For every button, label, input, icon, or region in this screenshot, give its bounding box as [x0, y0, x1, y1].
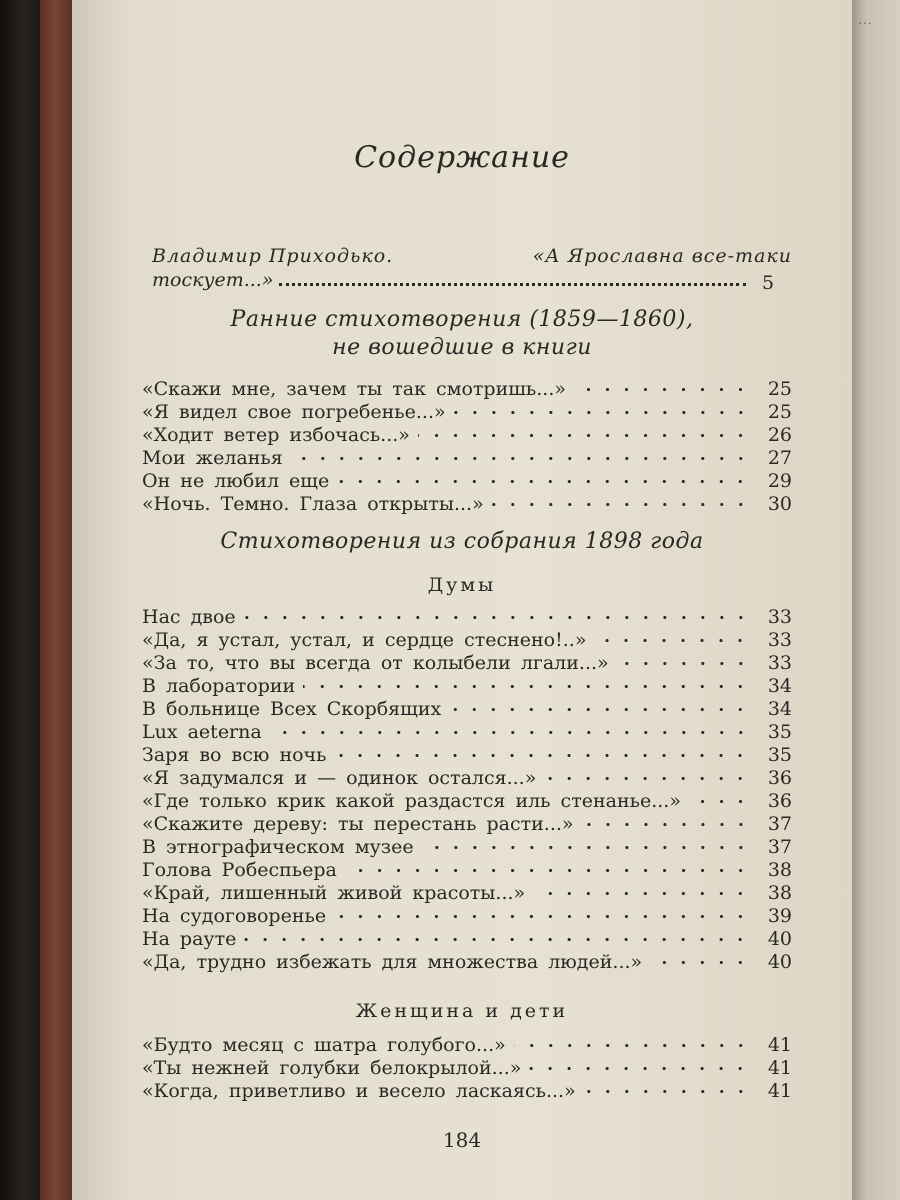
- entry-title: «Я видел свое погребенье...»: [142, 401, 446, 423]
- dot-leader: [514, 1043, 750, 1048]
- entry-page-number: 41: [767, 1034, 792, 1056]
- entry-title: Мои желанья: [142, 447, 283, 469]
- entry-page-number: 38: [767, 859, 792, 881]
- entry-page-number: 41: [767, 1057, 792, 1079]
- dot-leader: [270, 730, 750, 735]
- entry-page-number: 37: [767, 836, 792, 858]
- entry-page-number: 26: [767, 424, 792, 446]
- entry-page-number: 35: [767, 744, 792, 766]
- dot-leader: [454, 410, 750, 415]
- dot-leader: [533, 891, 750, 896]
- dot-leader: [418, 433, 750, 438]
- entry-title: «Будто месяц с шатра голубого...»: [142, 1034, 506, 1056]
- dot-leader: [291, 456, 750, 461]
- dot-leader: [584, 1089, 750, 1094]
- entry-title: На рауте: [142, 928, 237, 950]
- dot-leader: [449, 707, 750, 712]
- toc-intro-entry: [152, 244, 792, 292]
- entry-title: Нас двое: [142, 606, 236, 628]
- dot-leader: [244, 615, 750, 620]
- dot-leader: [244, 937, 750, 942]
- entry-page-number: 33: [767, 652, 792, 674]
- dot-leader: [574, 387, 750, 392]
- dot-leader: [334, 914, 750, 919]
- toc-entry: [142, 493, 792, 516]
- toc-entry: [142, 721, 792, 744]
- toc-entry: [142, 470, 792, 493]
- entry-page-number: 33: [767, 606, 792, 628]
- entry-title: Он не любил еще: [142, 470, 330, 492]
- entry-title: «Ночь. Темно. Глаза открыты...»: [142, 493, 484, 515]
- toc-entry: [142, 744, 792, 767]
- entry-page-number: 29: [767, 470, 792, 492]
- entry-title: «Край, лишенный живой красоты...»: [142, 882, 526, 904]
- dot-leader: [279, 279, 746, 286]
- entry-title: В этнографическом музее: [142, 836, 414, 858]
- toc-entry: [142, 447, 792, 470]
- toc-entry: [142, 1080, 792, 1103]
- entry-title: «За то, что вы всегда от колыбели лгали...»: [142, 652, 609, 674]
- toc-entry: [142, 378, 792, 401]
- book-cover-edge: [40, 0, 72, 1200]
- entry-page-number: 34: [767, 698, 792, 720]
- toc-entry: [142, 836, 792, 859]
- entry-title: «Где только крик какой раздастся иль стенанье...»: [142, 790, 681, 812]
- entry-title: В больнице Всех Скорбящих: [142, 698, 442, 720]
- entry-page-number: 40: [767, 951, 792, 973]
- entry-title: «Да, я устал, устал, и сердце стеснено!..»: [142, 629, 587, 651]
- dot-leader: [689, 799, 750, 804]
- dot-leader: [582, 822, 750, 827]
- toc-entry: [142, 813, 792, 836]
- entry-page-number: 36: [767, 767, 792, 789]
- entry-page-number: 37: [767, 813, 792, 835]
- page-number: 184: [442, 1128, 482, 1152]
- dot-leader: [337, 479, 750, 484]
- dot-leader: [529, 1066, 750, 1071]
- entry-page-number: 35: [767, 721, 792, 743]
- dot-leader: [334, 753, 750, 758]
- toc-entry: [142, 629, 792, 652]
- toc-entry: [142, 790, 792, 813]
- entry-page-number: 39: [767, 905, 792, 927]
- toc-entry: [142, 652, 792, 675]
- dot-leader: [544, 776, 750, 781]
- toc-entry: [142, 1057, 792, 1080]
- dot-leader: [617, 661, 750, 666]
- entry-title: На судоговоренье: [142, 905, 327, 927]
- entry-title: «Ты нежней голубки белокрылой...»: [142, 1057, 522, 1079]
- dot-leader: [345, 868, 750, 873]
- entry-title: «Скажите дереву: ты перестань расти...»: [142, 813, 574, 835]
- book-binding: [0, 0, 40, 1200]
- entry-page-number: 30: [767, 493, 792, 515]
- toc-entry: [142, 928, 792, 951]
- page-title: Содержание: [354, 140, 570, 175]
- entry-title: Заря во всю ночь: [142, 744, 327, 766]
- entry-title: Lux aeterna: [142, 721, 262, 743]
- intro-page-number: 5: [762, 272, 775, 294]
- toc-entry: [142, 698, 792, 721]
- toc-entry: [142, 1034, 792, 1057]
- toc-entry: [142, 401, 792, 424]
- entries-early-poems: [142, 378, 792, 516]
- entry-page-number: 36: [767, 790, 792, 812]
- entry-title: Голова Робеспьера: [142, 859, 337, 881]
- dot-leader: [650, 960, 750, 965]
- section-heading-1898: Стихотворения из собрания 1898 года: [220, 529, 704, 554]
- toc-entry: [142, 767, 792, 790]
- intro-title-start: «А Ярославна все-таки: [532, 245, 792, 267]
- entry-page-number: 41: [767, 1080, 792, 1102]
- table-of-contents: [72, 0, 852, 1200]
- entry-page-number: 38: [767, 882, 792, 904]
- intro-title-end: тоскует...»: [152, 269, 274, 291]
- toc-entry: [142, 905, 792, 928]
- entries-women-children: [142, 1034, 792, 1103]
- entry-page-number: 40: [767, 928, 792, 950]
- dot-leader: [594, 638, 750, 643]
- toc-entry: [142, 606, 792, 629]
- toc-entry: [142, 424, 792, 447]
- entry-title: «Да, трудно избежать для множества людей...»: [142, 951, 643, 973]
- entry-page-number: 25: [767, 401, 792, 423]
- section-heading-early-poems: Ранние стихотворения (1859—1860), не вошедшие в книги: [230, 307, 694, 360]
- toc-entry: [142, 859, 792, 882]
- dot-leader: [422, 845, 750, 850]
- entry-title: «Когда, приветливо и весело ласкаясь...»: [142, 1080, 576, 1102]
- entry-page-number: 25: [767, 378, 792, 400]
- facing-page-edge: …: [852, 0, 900, 1200]
- toc-entry: [142, 882, 792, 905]
- dot-leader: [492, 502, 750, 507]
- entry-title: «Скажи мне, зачем ты так смотришь...»: [142, 378, 567, 400]
- entries-dumy: [142, 606, 792, 974]
- toc-entry: [142, 951, 792, 974]
- book-page: [72, 0, 852, 1200]
- subsection-heading-dumy: Думы: [427, 574, 497, 596]
- toc-entry: [142, 675, 792, 698]
- entry-title: В лаборатории: [142, 675, 296, 697]
- entry-title: «Ходит ветер избочась...»: [142, 424, 410, 446]
- dot-leader: [303, 684, 750, 689]
- entry-page-number: 33: [767, 629, 792, 651]
- entry-page-number: 27: [767, 447, 792, 469]
- intro-author: Владимир Приходько.: [152, 245, 394, 267]
- entry-page-number: 34: [767, 675, 792, 697]
- entry-title: «Я задумался и — одинок остался...»: [142, 767, 537, 789]
- subsection-heading-women-children: Женщина и дети: [355, 1000, 569, 1022]
